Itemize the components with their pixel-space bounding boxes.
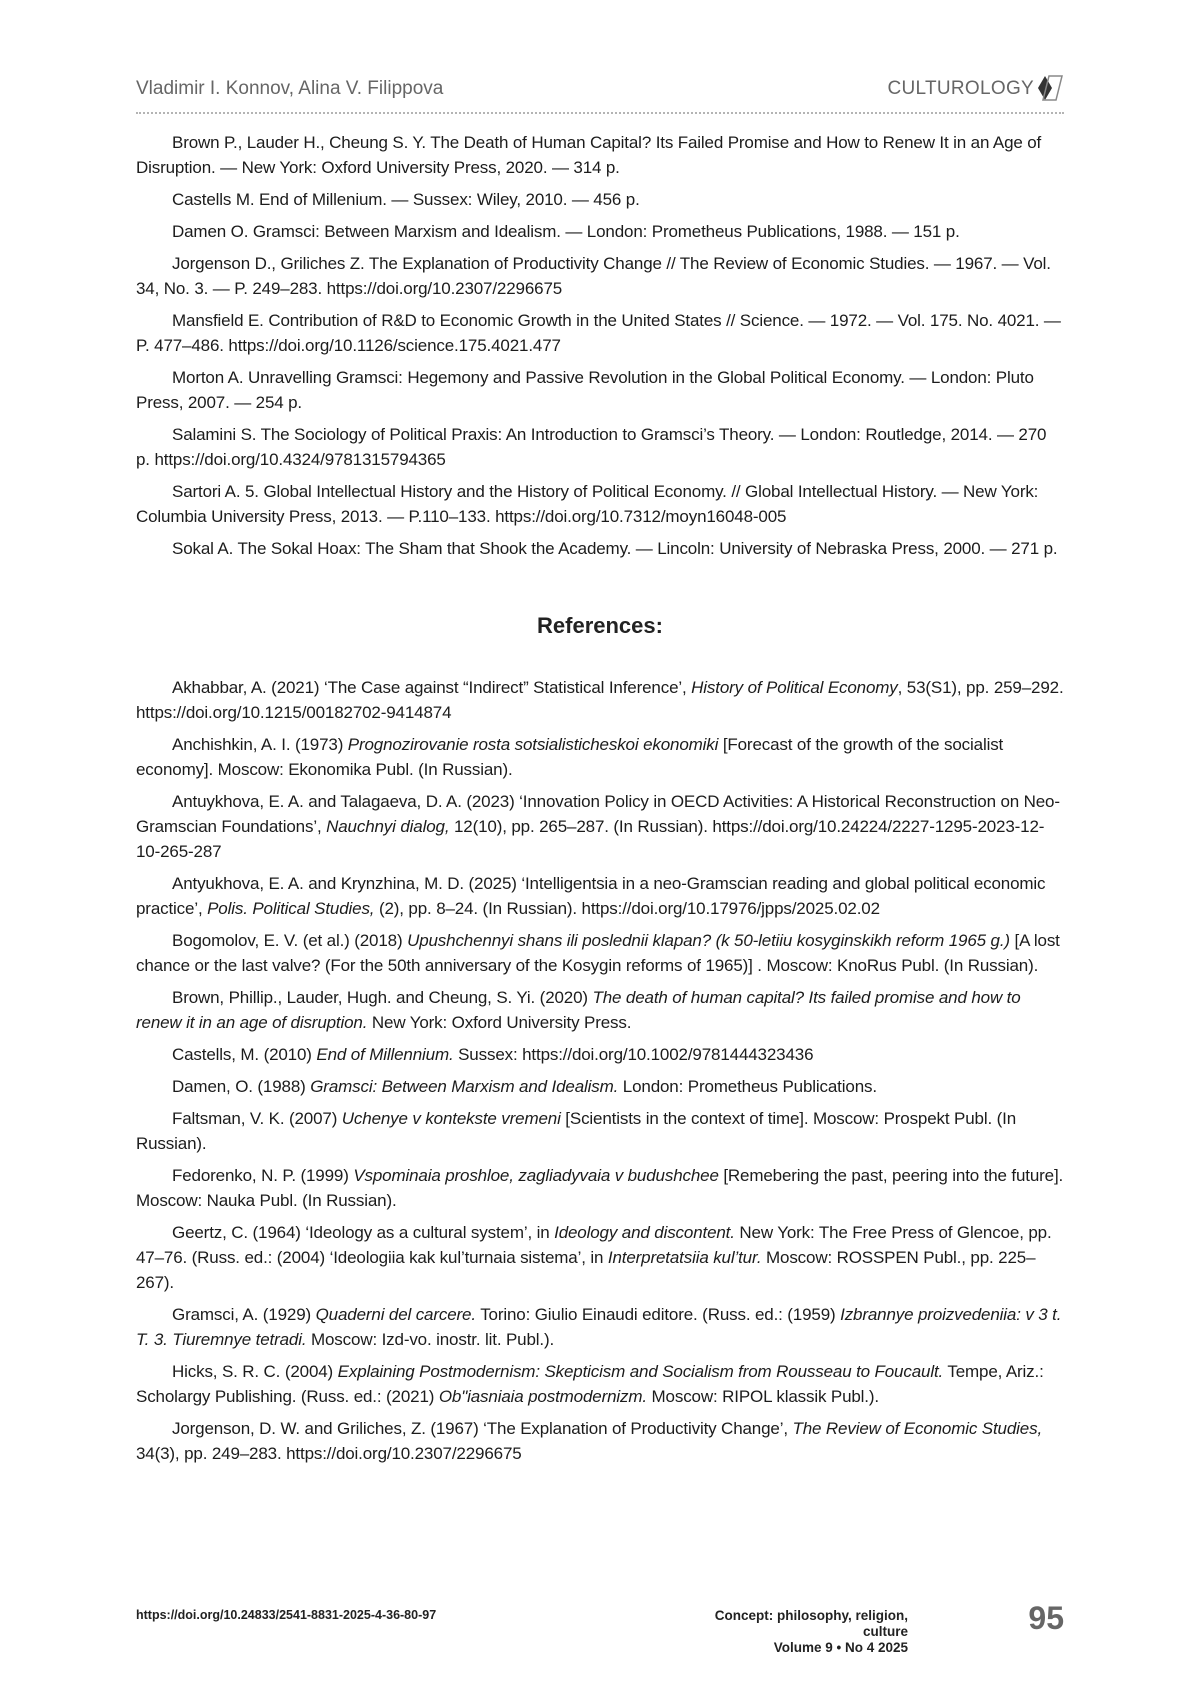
bibliography-entry: Brown P., Lauder H., Cheung S. Y. The Death of Human Capital? Its Failed Promise and How to Renew It in an Age of Disruption. — New York: Oxford University Press, 2020. — 314 p. — [136, 133, 1042, 177]
reference-text: Geertz, C. (1964) ‘Ideology as a cultural system’, in — [172, 1223, 555, 1242]
bibliography-entry: Castells M. End of Millenium. — Sussex: Wiley, 2010. — 456 p. — [172, 190, 640, 209]
reference-text: , 53(S1), pp. 259–292. https://doi.org/10.1215/00182702-9414874 — [136, 678, 1064, 722]
reference-source: Explaining Postmodernism: Skepticism and Socialism from Rousseau to Foucault. — [337, 1362, 944, 1381]
reference-entry — [136, 1359, 1064, 1409]
bibliography-entry: Morton A. Unravelling Gramsci: Hegemony and Passive Revolution in the Global Political Economy. — London: Pluto Press, 2007. — 254 p. — [136, 368, 1034, 412]
article-body — [136, 130, 1064, 1473]
references-list — [136, 675, 1064, 1466]
bibliography-entry: Salamini S. The Sociology of Political Praxis: An Introduction to Gramsci’s Theory. — London: Routledge, 2014. — 270 p. https://doi.org/10.4324/9781315794365 — [136, 425, 1047, 469]
reference-entry — [136, 928, 1064, 978]
reference-source: Nauchnyi dialog, — [326, 817, 450, 836]
reference-text: Faltsman, V. K. (2007) — [172, 1109, 342, 1128]
reference-text: Akhabbar, A. (2021) ‘The Case against “Indirect” Statistical Inference’, — [172, 678, 692, 697]
reference-text: Damen, O. (1988) — [172, 1077, 311, 1096]
reference-text: Moscow: ROSSPEN Publ., pp. 225–267). — [136, 1248, 1036, 1292]
reference-text: Jorgenson, D. W. and Griliches, Z. (1967) ‘The Explanation of Productivity Change’, — [172, 1419, 793, 1438]
reference-source: Prognozirovanie rosta sotsialisticheskoi ekonomiki — [347, 735, 719, 754]
journal-issue: Volume 9 • No 4 2025 — [773, 1640, 908, 1655]
reference-source: Ideology and discontent. — [554, 1223, 735, 1242]
reference-entry — [136, 1163, 1064, 1213]
reference-entry — [136, 789, 1064, 864]
section-diamond-icon — [1036, 74, 1064, 102]
reference-entry — [136, 1042, 1064, 1067]
reference-source: Polis. Political Studies, — [207, 899, 375, 918]
reference-source: Gramsci: Between Marxism and Idealism. — [310, 1077, 619, 1096]
reference-text: London: Prometheus Publications. — [618, 1077, 877, 1096]
reference-source: The death of human capital? Its failed promise and how to renew it in an age of disruption. — [136, 988, 1021, 1032]
reference-entry — [136, 1074, 1064, 1099]
reference-text: Castells, M. (2010) — [172, 1045, 317, 1064]
page-footer — [136, 1600, 1064, 1655]
reference-source: Vspominaia proshloe, zagliadyvaia v budushchee — [353, 1166, 719, 1185]
reference-entry — [136, 1106, 1064, 1156]
reference-source: Interpretatsiia kul’tur. — [607, 1248, 762, 1267]
reference-text: New York: The Free Press of Glencoe, pp. 47–76. (Russ. ed.: (2004) ‘Ideologiia kak kul’turnaia sistema’, in — [136, 1223, 1052, 1267]
article-doi: https://doi.org/10.24833/2541-8831-2025-4-36-80-97 — [136, 1608, 437, 1622]
reference-text: [A lost chance or the last valve? (For the 50th anniversary of the Kosygin reforms of 1965)] . Moscow: KnoRus Publ. (In Russian). — [136, 931, 1060, 975]
reference-source: End of Millennium. — [316, 1045, 454, 1064]
reference-text: Antuykhova, E. A. and Talagaeva, D. A. (2023) ‘Innovation Policy in OECD Activities: A Historical Reconstruction on Neo-Gramscian Foundations’, — [136, 792, 1060, 836]
reference-text: [Scientists in the context of time]. Moscow: Prospekt Publ. (In Russian). — [136, 1109, 1016, 1153]
reference-entry — [136, 1220, 1064, 1295]
references-heading: References: — [537, 613, 663, 638]
reference-text: Fedorenko, N. P. (1999) — [172, 1166, 354, 1185]
reference-entry — [136, 871, 1064, 921]
reference-text: Moscow: RIPOL klassik Publ.). — [646, 1387, 879, 1406]
journal-info — [676, 1608, 1058, 1656]
reference-source: Ob"iasniaia postmodernizm. — [438, 1387, 647, 1406]
reference-text: [Remebering the past, peering into the future]. Moscow: Nauka Publ. (In Russian). — [136, 1166, 1064, 1210]
running-header-section: CULTUROLOGY — [887, 78, 1034, 99]
bibliography-list — [136, 130, 1064, 561]
reference-text: Brown, Phillip., Lauder, Hugh. and Cheung, S. Yi. (2020) — [172, 988, 593, 1007]
reference-text: 12(10), pp. 265–287. (In Russian). https://doi.org/10.24224/2227-1295-2023-12-10-265-287 — [136, 817, 1045, 861]
bibliography-entry: Sokal A. The Sokal Hoax: The Sham that Shook the Academy. — Lincoln: University of Nebraska Press, 2000. — 271 p. — [172, 539, 1058, 558]
reference-source: Upushchennyi shans ili poslednii klapan? (k 50-letiiu kosyginskikh reform 1965 g.) — [407, 931, 1010, 950]
reference-text: 34(3), pp. 249–283. https://doi.org/10.2307/2296675 — [136, 1444, 522, 1463]
reference-entry — [136, 1416, 1064, 1466]
running-header-authors: Vladimir I. Konnov, Alina V. Filippova — [136, 78, 444, 99]
reference-source: History of Political Economy — [691, 678, 898, 697]
reference-text: (2), pp. 8–24. (In Russian). https://doi.org/10.17976/jpps/2025.02.02 — [374, 899, 880, 918]
reference-text: Tempe, Ariz.: Scholargy Publishing. (Russ. ed.: (2021) — [136, 1362, 1044, 1406]
reference-text: Bogomolov, E. V. (et al.) (2018) — [172, 931, 408, 950]
reference-entry — [136, 675, 1064, 725]
reference-text: Moscow: Izd-vo. inostr. lit. Publ.). — [306, 1330, 555, 1349]
bibliography-entry: Damen O. Gramsci: Between Marxism and Idealism. — London: Prometheus Publications, 1988. — 151 p. — [172, 222, 960, 241]
reference-text: Anchishkin, A. I. (1973) — [172, 735, 348, 754]
reference-source: Quaderni del carcere. — [315, 1305, 476, 1324]
reference-text: Gramsci, A. (1929) — [172, 1305, 316, 1324]
reference-text: Antyukhova, E. A. and Krynzhina, M. D. (2025) ‘Intelligentsia in a neo-Gramscian reading and global political economic practice’, — [136, 874, 1046, 918]
bibliography-entry: Jorgenson D., Griliches Z. The Explanation of Productivity Change // The Review of Economic Studies. — 1967. — Vol. 34, No. 3. — P. 249–283. https://doi.org/10.2307/2296675 — [136, 254, 1051, 298]
reference-text: Sussex: https://doi.org/10.1002/9781444323436 — [453, 1045, 814, 1064]
bibliography-entry: Mansfield E. Contribution of R&D to Economic Growth in the United States // Science. — 1972. — Vol. 175. No. 4021. — P. 477–486. https://doi.org/10.1126/science.175.4021.477 — [136, 311, 1061, 355]
reference-entry — [136, 732, 1064, 782]
reference-source: The Review of Economic Studies, — [792, 1419, 1043, 1438]
running-header — [136, 74, 1064, 114]
reference-source: Izbrannye proizvedeniia: v 3 t. T. 3. Tiuremnye tetradi. — [136, 1305, 1062, 1349]
bibliography-entry: Sartori A. 5. Global Intellectual History and the History of Political Economy. // Global Intellectual History. — New York: Columbia University Press, 2013. — P.110–133. https://doi.org/10.7312/moyn16048-005 — [136, 482, 1039, 526]
reference-source: Uchenye v kontekste vremeni — [341, 1109, 561, 1128]
reference-entry — [136, 1302, 1064, 1352]
reference-entry — [136, 985, 1064, 1035]
reference-text: New York: Oxford University Press. — [367, 1013, 632, 1032]
journal-title: Concept: philosophy, religion, culture — [714, 1608, 908, 1639]
reference-text: [Forecast of the growth of the socialist economy]. Moscow: Ekonomika Publ. (In Russian). — [136, 735, 1004, 779]
page-number: 95 — [1028, 1600, 1064, 1636]
reference-text: Hicks, S. R. C. (2004) — [172, 1362, 338, 1381]
reference-text: Torino: Giulio Einaudi editore. (Russ. ed.: (1959) — [475, 1305, 841, 1324]
